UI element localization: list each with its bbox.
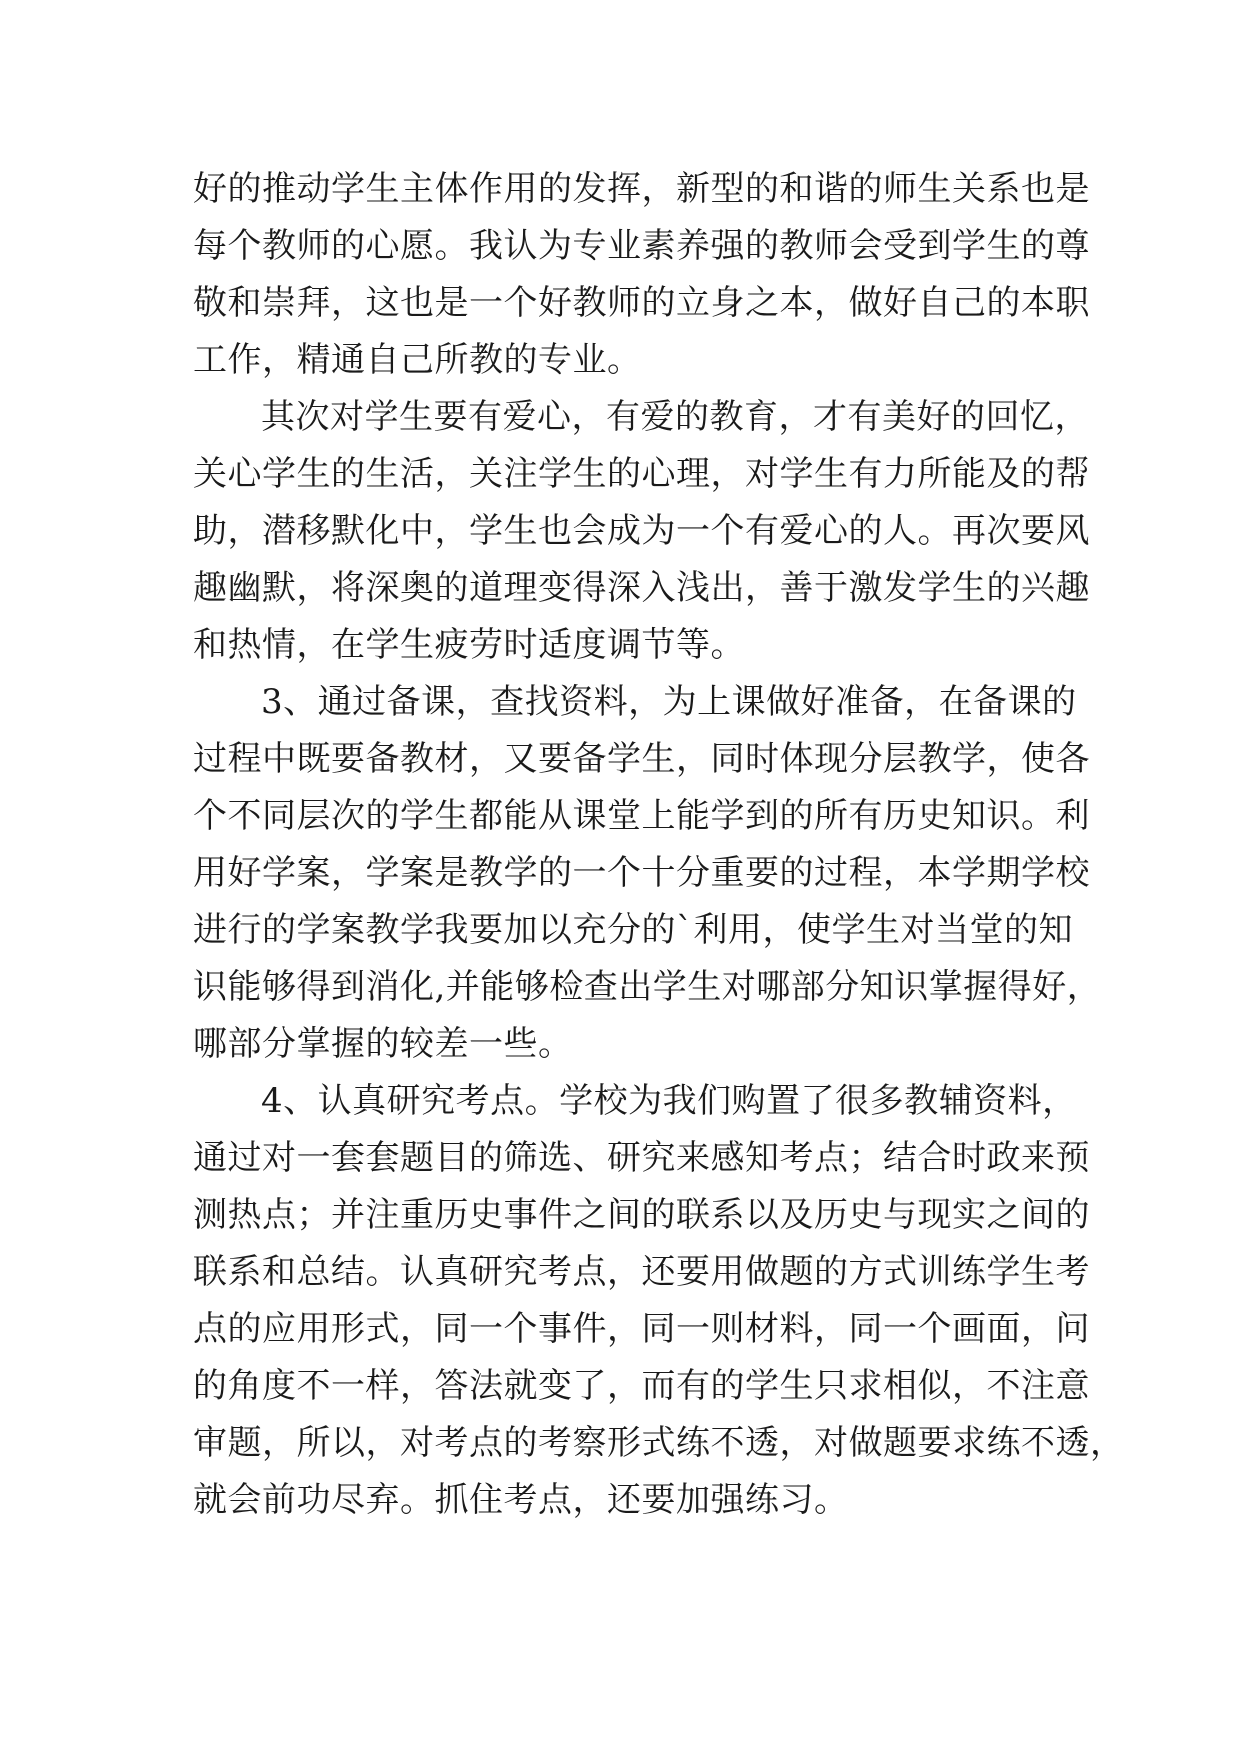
text-line: 点的应用形式，同一个事件，同一则材料，同一个画面，问 — [193, 1309, 1090, 1349]
paragraph-1 — [193, 161, 1090, 389]
text-line: 其次对学生要有爱心，有爱的教育，才有美好的回忆， — [261, 397, 1089, 437]
text-line: 审题，所以，对考点的考察形式练不透，对做题要求练不透， — [193, 1423, 1125, 1463]
text-line: 敬和崇拜，这也是一个好教师的立身之本，做好自己的本职 — [193, 283, 1090, 323]
text-line: 识能够得到消化,并能够检查出学生对哪部分知识掌握得好， — [193, 967, 1102, 1007]
text-line: 每个教师的心愿。我认为专业素养强的教师会受到学生的尊 — [193, 226, 1090, 266]
body-text — [193, 161, 1125, 1529]
text-line: 3、通过备课，查找资料，为上课做好准备，在备课的 — [261, 682, 1077, 722]
text-line: 哪部分掌握的较差一些。 — [193, 1024, 573, 1064]
text-line: 和热情，在学生疲劳时适度调节等。 — [193, 625, 745, 665]
text-line: 的角度不一样，答法就变了，而有的学生只求相似，不注意 — [193, 1366, 1090, 1406]
text-line: 4、认真研究考点。学校为我们购置了很多教辅资料， — [261, 1081, 1077, 1121]
text-line: 趣幽默，将深奥的道理变得深入浅出，善于激发学生的兴趣 — [193, 568, 1090, 608]
text-line: 通过对一套套题目的筛选、研究来感知考点；结合时政来预 — [193, 1138, 1090, 1178]
text-line: 进行的学案教学我要加以充分的`利用，使学生对当堂的知 — [193, 910, 1073, 950]
text-line: 过程中既要备教材，又要备学生，同时体现分层教学，使各 — [193, 739, 1090, 779]
text-line: 就会前功尽弃。抓住考点，还要加强练习。 — [193, 1480, 849, 1520]
text-line: 工作，精通自己所教的专业。 — [193, 340, 642, 380]
text-line: 好的推动学生主体作用的发挥，新型的和谐的师生关系也是 — [193, 169, 1090, 209]
text-line: 个不同层次的学生都能从课堂上能学到的所有历史知识。利 — [193, 796, 1090, 836]
paragraph-4 — [193, 1073, 1125, 1529]
text-line: 联系和总结。认真研究考点，还要用做题的方式训练学生考 — [193, 1252, 1090, 1292]
paragraph-3 — [193, 674, 1102, 1073]
text-line: 用好学案，学案是教学的一个十分重要的过程，本学期学校 — [193, 853, 1090, 893]
text-line: 关心学生的生活，关注学生的心理，对学生有力所能及的帮 — [193, 454, 1090, 494]
text-line: 助，潜移默化中，学生也会成为一个有爱心的人。再次要风 — [193, 511, 1090, 551]
paragraph-2 — [193, 389, 1090, 674]
text-line: 测热点；并注重历史事件之间的联系以及历史与现实之间的 — [193, 1195, 1090, 1235]
